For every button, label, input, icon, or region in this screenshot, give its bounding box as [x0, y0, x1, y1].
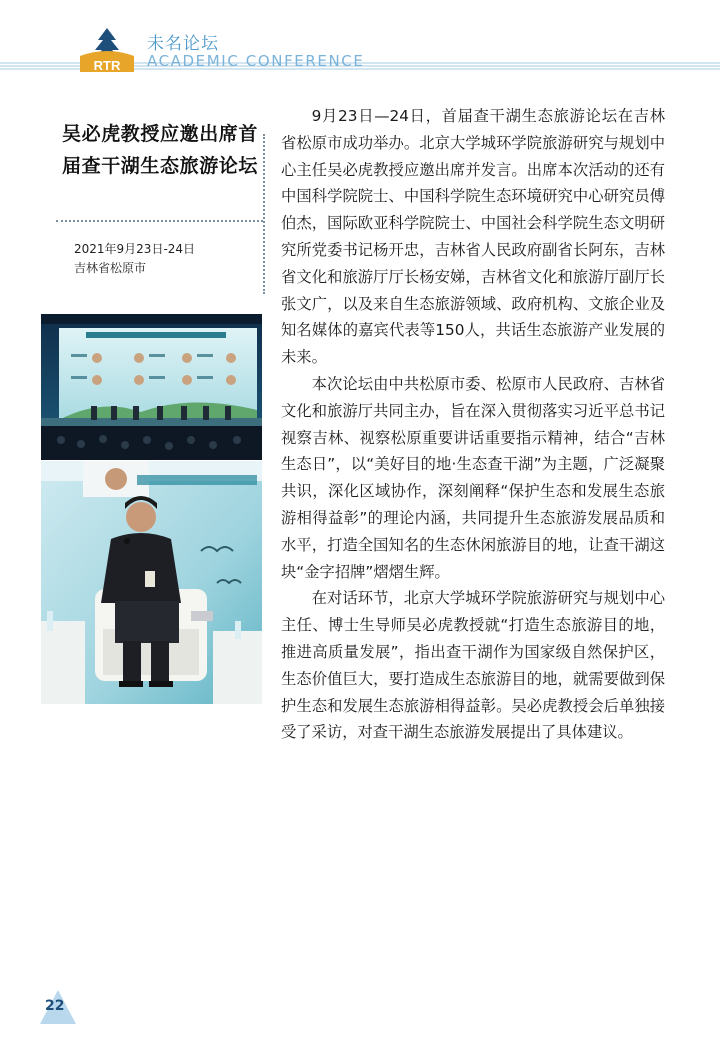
event-place: 吉林省松原市	[74, 261, 147, 275]
title-divider-vertical	[263, 134, 265, 294]
brand-name-cn: 未名论坛	[147, 34, 219, 54]
page-header	[0, 0, 720, 90]
article-paragraph: 本次论坛由中共松原市委、松原市人民政府、吉林省文化和旅游厅共同主办，旨在深入贯彻落实习近平总书记视察吉林、视察松原重要讲话重要指示精神，结合“吉林生态日”，以“美好目的地·生态查干湖”为主题，广泛凝聚共识，深化区域协作，深刻阐释“保护生态和发展生态旅游相得益彰”的理论内涵，共同提升生态旅游发展品质和水平，打造全国知名的生态休闲旅游目的地，让查干湖这块“金字招牌”熠熠生辉。	[281, 374, 665, 581]
forum-stage-photo	[41, 314, 262, 460]
title-divider-horizontal	[56, 220, 263, 222]
brand-name-en: ACADEMIC CONFERENCE	[147, 52, 365, 70]
article-paragraph: 在对话环节，北京大学城环学院旅游研究与规划中心主任、博士生导师吴必虎教授就“打造生态旅游目的地，推进高质量发展”，指出查干湖作为国家级自然保护区，生态价值巨大，要打造成生态旅游目的地，就需要做到保护生态和发展生态旅游相得益彰。吴必虎教授会后单独接受了采访，对查干湖生态旅游发展提出了具体建议。	[281, 589, 665, 742]
rtr-logo	[74, 26, 140, 74]
speaker-photo	[41, 461, 262, 704]
article-body	[281, 103, 665, 746]
article-paragraph: 9月23日—24日，首届查干湖生态旅游论坛在吉林省松原市成功举办。北京大学城环学院旅游研究与规划中心主任吴必虎教授应邀出席并发言。出席本次活动的还有中国科学院院士、中国科学院生态环境研究中心研究员傅伯杰，国际欧亚科学院院士、中国社会科学院生态文明研究所党委书记杨开忠，吉林省人民政府副省长阿东，吉林省文化和旅游厅厅长杨安娣，吉林省文化和旅游厅副厅长张文广，以及来自生态旅游领域、政府机构、文旅企业及知名媒体的嘉宾代表等150人，共话生态旅游产业发展的未来。	[281, 107, 665, 367]
page-number: 22	[45, 998, 65, 1014]
article-title: 吴必虎教授应邀出席首届查干湖生态旅游论坛	[62, 123, 259, 177]
logo-text: RTR	[93, 58, 121, 73]
event-date: 2021年9月23日-24日	[74, 242, 196, 256]
